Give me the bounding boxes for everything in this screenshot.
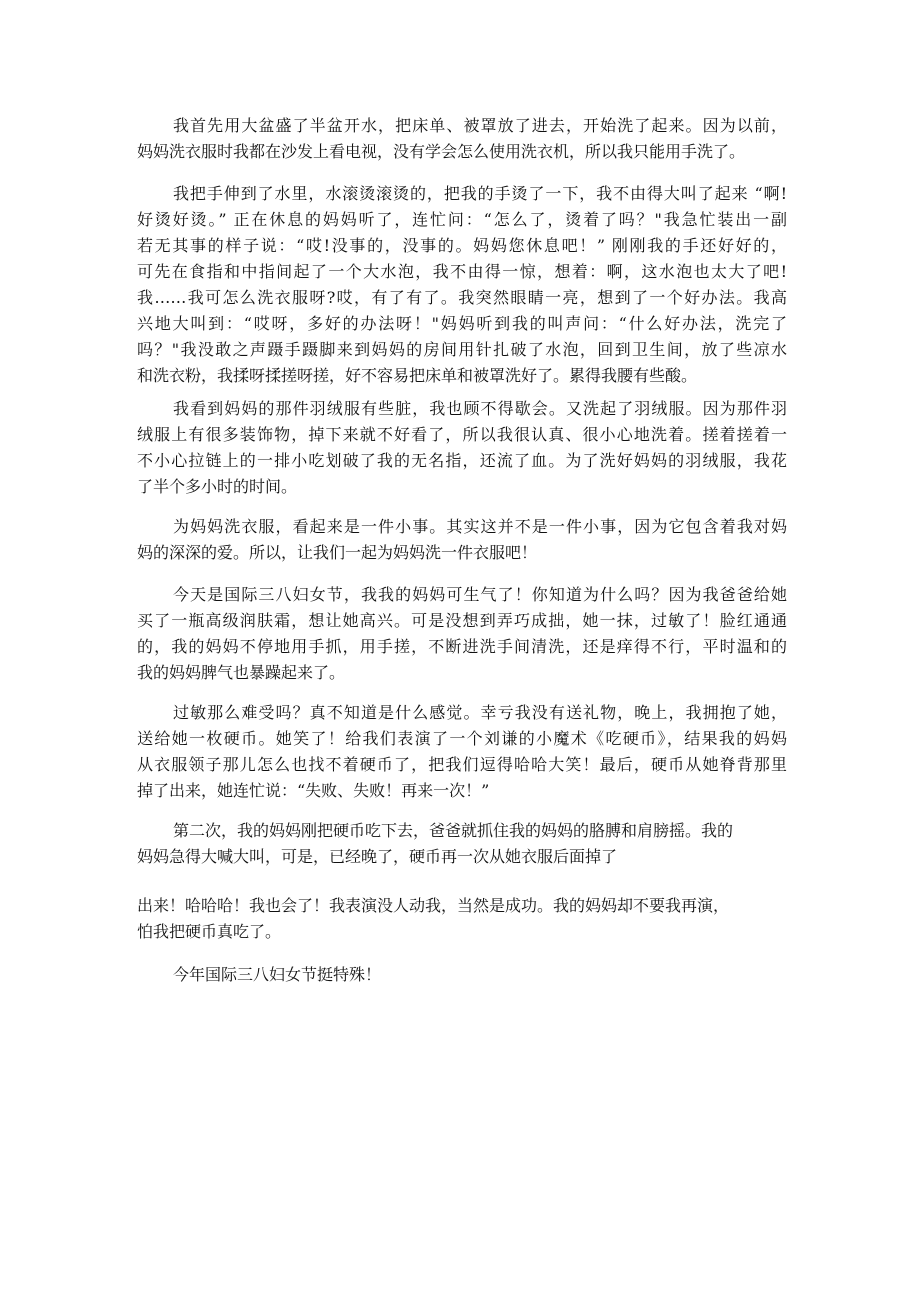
text-line: 我……我可怎么洗衣服呀?哎，有了有了。我突然眼睛一亮，想到了一个好办法。我高 — [137, 288, 787, 307]
text-line: 我把手伸到了水里，水滚烫滚烫的，把我的手烫了一下，我不由得大叫了起来 “啊! — [173, 184, 787, 203]
text-line: 妈妈急得大喊大叫，可是，已经晚了，硬币再一次从她衣服后面掉了 — [137, 847, 618, 866]
text-line: 今天是国际三八妇女节，我我的妈妈可生气了！你知道为什么吗？因为我爸爸给她 — [173, 585, 787, 604]
text-line: 绒服上有很多装饰物，掉下来就不好看了，所以我很认真、很小心地洗着。搓着搓着一 — [137, 425, 787, 444]
text-line: 我首先用大盆盛了半盆开水，把床单、被罩放了进去，开始洗了起来。因为以前， — [173, 116, 787, 135]
text-line: 买了一瓶高级润肤霜，想让她高兴。可是没想到弄巧成拙，她一抹，过敏了！脸红通通 — [137, 611, 787, 630]
text-line: 送给她一枚硬币。她笑了！给我们表演了一个刘谦的小魔术《吃硬币》，结果我的妈妈 — [137, 729, 787, 748]
text-line: 妈妈洗衣服时我都在沙发上看电视，没有学会怎么使用洗衣机，所以我只能用手洗了。 — [137, 142, 746, 161]
text-line: 我看到妈妈的那件羽绒服有些脏，我也顾不得歇会。又洗起了羽绒服。因为那件羽 — [173, 399, 787, 418]
paragraph-7 — [137, 818, 787, 870]
paragraph-9 — [137, 962, 787, 988]
paragraph-6 — [137, 700, 787, 804]
text-line: 和洗衣粉，我揉呀揉搓呀搓，好不容易把床单和被罩洗好了。累得我腰有些酸。 — [137, 366, 698, 385]
text-line: 兴地大叫到：“哎呀，多好的办法呀！"妈妈听到我的叫声问：“什么好办法，洗完了 — [137, 314, 787, 333]
text-line: 过敏那么难受吗？真不知道是什么感觉。幸亏我没有送礼物，晚上，我拥抱了她， — [173, 703, 787, 722]
text-line: 好烫好烫。” 正在休息的妈妈听了，连忙问：“怎么了，烫着了吗？"我急忙装出一副 — [137, 210, 787, 229]
text-line: 怕我把硬币真吃了。 — [137, 922, 282, 941]
text-line: 为妈妈洗衣服，看起来是一件小事。其实这并不是一件小事，因为它包含着我对妈 — [173, 517, 787, 536]
text-line: 我的妈妈脾气也暴躁起来了。 — [137, 663, 346, 682]
text-line: 的，我的妈妈不停地用手抓，用手搓，不断进洗手间清洗，还是痒得不行，平时温和的 — [137, 637, 787, 656]
paragraph-1 — [137, 113, 787, 165]
paragraph-5 — [137, 582, 787, 686]
text-line: 了半个多小时的时间。 — [137, 477, 298, 496]
text-line: 可先在食指和中指间起了一个大水泡，我不由得一惊，想着：啊，这水泡也太大了吧! — [137, 262, 787, 281]
paragraph-8 — [137, 893, 787, 945]
text-line: 从衣服领子那儿怎么也找不着硬币了，把我们逗得哈哈大笑！最后，硬币从她脊背那里 — [137, 755, 787, 774]
text-line: 若无其事的样子说：“哎!没事的，没事的。妈妈您休息吧！” 刚刚我的手还好好的， — [137, 236, 787, 255]
text-line: 第二次，我的妈妈刚把硬币吃下去，爸爸就抓住我的妈妈的胳膊和肩膀摇。我的 — [173, 821, 734, 840]
text-line: 出来！哈哈哈！我也会了！我表演没人动我，当然是成功。我的妈妈却不要我再演， — [137, 896, 730, 915]
text-line: 不小心拉链上的一排小吃划破了我的无名指，还流了血。为了洗好妈妈的羽绒服，我花 — [137, 451, 787, 470]
paragraph-4 — [137, 514, 787, 566]
text-line: 掉了出来，她连忙说：“失败、失败！再来一次！” — [137, 781, 490, 800]
text-line: 妈的深深的爱。所以，让我们一起为妈妈洗一件衣服吧！ — [137, 543, 538, 562]
paragraph-2 — [137, 181, 787, 389]
text-line: 吗？"我没敢之声蹑手蹑脚来到妈妈的房间用针扎破了水泡，回到卫生间，放了些凉水 — [137, 340, 787, 359]
text-line: 今年国际三八妇女节挺特殊！ — [173, 965, 382, 984]
paragraph-3 — [137, 396, 787, 500]
